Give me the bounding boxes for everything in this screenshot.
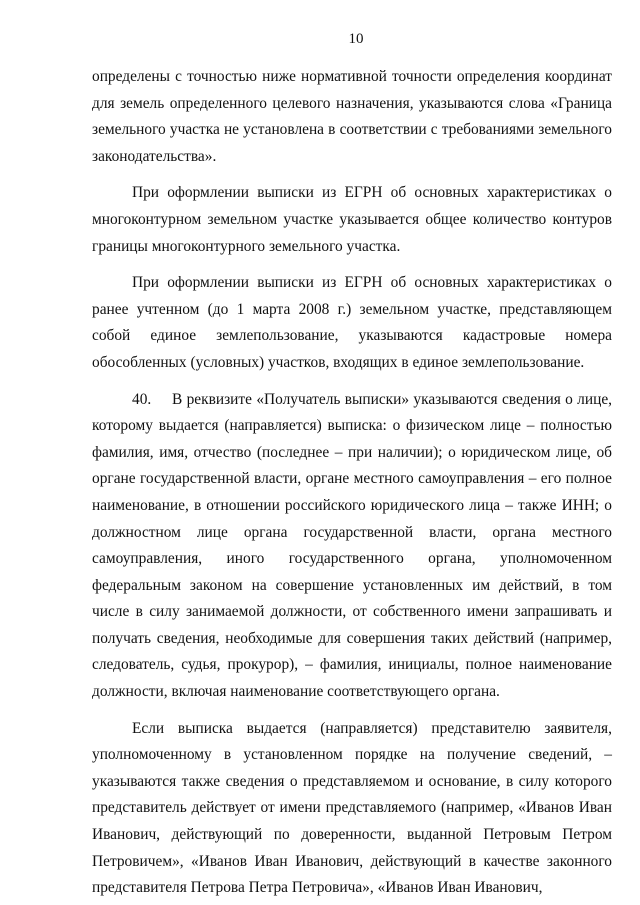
document-body: [92, 64, 612, 902]
paragraph-5: Если выписка выдается (направляется) представителю заявителя, уполномоченному в установленном порядке на получение сведений, – указываются также сведения о представляемом и основание, в силу которого представитель действует от имени представляемого (например, «Иванов Иван Иванович, действующий по доверенности, выданной Петровым Петром Петровичем», «Иванов Иван Иванович, действующий в качестве законного представителя Петрова Петра Петровича», «Иванов Иван Иванович,: [92, 719, 612, 897]
paragraph-gap: [92, 706, 612, 716]
paragraph-3: При оформлении выписки из ЕГРН об основных характеристиках о ранее учтенном (до 1 марта 2008 г.) земельном участке, представляющем собой единое землепользование, указываются кадастровые номера обособленных (условных) участков, входящих в единое землепользование.: [92, 274, 612, 371]
page-number: 10: [348, 31, 364, 47]
paragraph-2: При оформлении выписки из ЕГРН об основных характеристиках о многоконтурном земельном участке указывается общее количество контуров границы многоконтурного земельного участка.: [92, 184, 612, 255]
paragraph-4-numbered: [92, 387, 612, 706]
paragraph-4-text: В реквизите «Получатель выписки» указываются сведения о лице, которому выдается (направляется) выписка: о физическом лице – полностью фамилия, имя, отчество (последнее – при наличии); о юридическом лице, об органе государственной власти, органе местного самоуправления – его полное наименование, в отношении российского юридического лица – также ИНН; о должностном лице органа государственной власти, органа местного самоуправления, иного государственного органа, уполномоченном федеральным законом на совершение установленных им действий, в том числе в силу занимаемой должности, от собственного имени запрашивать и получать сведения, необходимые для совершения таких действий (например, следователь, судья, прокурор), – фамилия, инициалы, полное наименование должности, включая наименование соответствующего органа.: [92, 390, 612, 701]
paragraph-1: определены с точностью ниже нормативной точности определения координат для земель определенного целевого назначения, указываются слова «Граница земельного участка не установлена в соответствии с требованиями земельного законодательства».: [92, 68, 612, 165]
paragraph-number: 40.: [132, 390, 152, 408]
paragraph-gap: [92, 260, 612, 270]
paragraph-gap: [92, 170, 612, 180]
paragraph-gap: [92, 377, 612, 387]
